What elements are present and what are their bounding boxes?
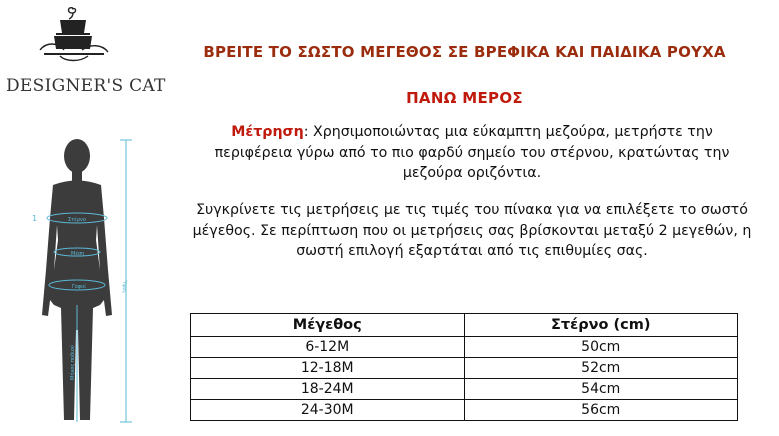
brand-logo (0, 0, 166, 100)
table-row (191, 337, 738, 358)
body-measurement-figure (20, 130, 150, 430)
logo-text: DESIGNER'S CAT (6, 76, 166, 96)
size-cell: 18-24M (191, 379, 465, 400)
table-row (191, 379, 738, 400)
cake-stand-icon (0, 0, 150, 80)
section-subtitle: ΠΑΝΩ ΜΕΡΟΣ (406, 89, 523, 107)
chest-column-header: Στέρνο (cm) (464, 314, 738, 337)
hips-label: Γοφοί (72, 284, 86, 290)
height-label: Ύψος (121, 280, 127, 294)
measure-text: : Χρησιμοποιώντας μια εύκαμπτη μεζούρα, μετρήστε την περιφέρεια γύρω από το πιο φαρδύ σημείο του στέρνου, κρατώντας την μεζούρα οριζόντια. (214, 124, 730, 181)
size-table (190, 313, 738, 421)
size-column-header: Μέγεθος (191, 314, 465, 337)
chest-cell: 52cm (464, 358, 738, 379)
measure-label: Μέτρηση (231, 124, 304, 140)
inseam-label: Μήκος ποδιού (70, 345, 76, 380)
size-cell: 24-30M (191, 400, 465, 421)
table-header-row (191, 314, 738, 337)
waist-label: Μέση (71, 251, 85, 257)
measure-instruction (192, 122, 752, 184)
page-title: ΒΡΕΙΤΕ ΤΟ ΣΩΣΤΟ ΜΕΓΕΘΟΣ ΣΕ ΒΡΕΦΙΚΑ ΚΑΙ ΠΑΙΔΙΚΑ ΡΟΥΧΑ (203, 43, 726, 61)
size-cell: 12-18M (191, 358, 465, 379)
chest-cell: 50cm (464, 337, 738, 358)
chest-cell: 54cm (464, 379, 738, 400)
marker-number: 1 (32, 214, 38, 223)
compare-instruction: Συγκρίνετε τις μετρήσεις με τις τιμές του πίνακα για να επιλέξετε το σωστό μέγεθος. Σε περίπτωση που οι μετρήσεις σας βρίσκονται μεταξύ 2 μεγεθών, η σωστή επιλογή εξαρτάται από τις επιθυμίες σας. (192, 202, 752, 259)
size-cell: 6-12M (191, 337, 465, 358)
chest-cell: 56cm (464, 400, 738, 421)
table-row (191, 400, 738, 421)
chest-label: Στέρνο (68, 217, 86, 223)
table-row (191, 358, 738, 379)
